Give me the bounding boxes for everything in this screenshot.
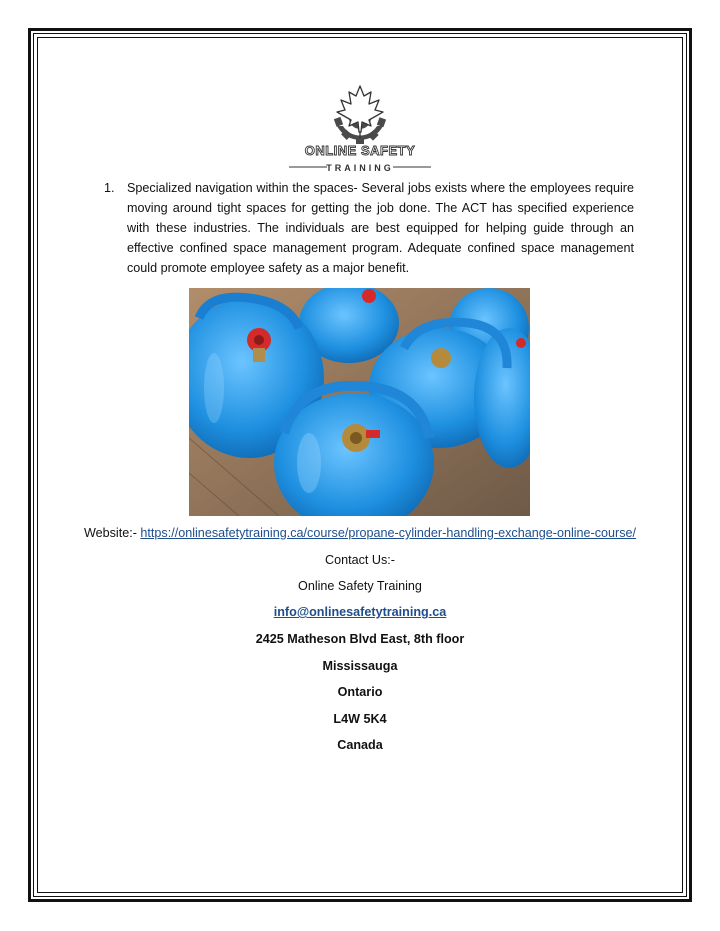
- address-province: Ontario: [337, 685, 383, 699]
- numbered-list: [104, 178, 634, 278]
- address-city: Mississauga: [322, 659, 398, 673]
- address-postal-code: L4W 5K4: [333, 712, 387, 726]
- company-logo: [285, 82, 435, 174]
- maple-leaf-gear-icon: [285, 82, 435, 174]
- website-link[interactable]: https://onlinesafetytraining.ca/course/propane-cylinder-handling-exchange-online-course/: [140, 526, 637, 540]
- contact-heading: Contact Us:-: [325, 553, 395, 567]
- email-link[interactable]: info@onlinesafetytraining.ca: [273, 605, 447, 619]
- list-item-text: Specialized navigation within the spaces- Several jobs exists where the employees require moving around tight spaces for getting the job done. The ACT has specified experience with these industries. The individuals are best equipped for helping guide through an effective confined space management program. Adequate confined space management could promote employee safety as a major benefit.: [127, 181, 634, 275]
- website-line: [0, 526, 720, 540]
- logo-subtitle: TRAINING: [326, 163, 394, 173]
- list-item-number: 1.: [104, 181, 115, 195]
- propane-cylinders-photo: [189, 288, 530, 516]
- website-label: Website:-: [83, 526, 137, 540]
- email-line: [0, 605, 720, 619]
- company-name: Online Safety Training: [298, 579, 422, 593]
- address-country: Canada: [337, 738, 383, 752]
- list-item: [104, 178, 634, 278]
- address-street: 2425 Matheson Blvd East, 8th floor: [255, 632, 465, 646]
- logo-title: ONLINE SAFETY: [304, 143, 416, 158]
